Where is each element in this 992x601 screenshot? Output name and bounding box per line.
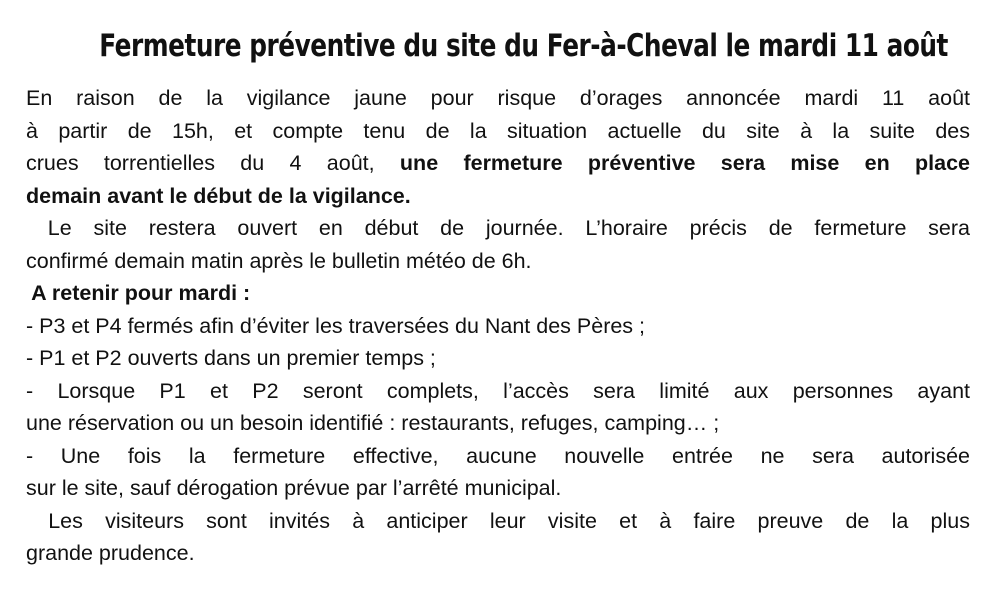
closure-announcement-bold-continued: demain avant le début de la vigilance.	[26, 183, 411, 208]
intro-line-1: En raison de la vigilance jaune pour risque d’orages annoncée mardi 11 août	[26, 86, 970, 110]
retain-heading: A retenir pour mardi :	[26, 281, 251, 305]
intro-line-3	[26, 147, 970, 180]
list-item-line-1: - Une fois la fermeture effective, aucune nouvelle entrée ne sera autorisée	[26, 443, 970, 468]
list-item	[26, 375, 970, 440]
list-item: - P1 et P2 ouverts dans un premier temps ;	[26, 346, 436, 370]
schedule-line-2: confirmé demain matin après le bulletin météo de 6h.	[26, 248, 532, 273]
schedule-line-1: Le site restera ouvert en début de journée. L’horaire précis de fermeture sera	[26, 216, 970, 240]
retain-list	[26, 310, 970, 505]
list-item-line-2: sur le site, sauf dérogation prévue par l’arrêté municipal.	[26, 476, 562, 500]
intro-line-2: à partir de 15h, et compte tenu de la situation actuelle du site à la suite des	[26, 118, 970, 143]
list-item: - P3 et P4 fermés afin d’éviter les traversées du Nant des Pères ;	[26, 313, 646, 338]
closure-announcement-bold: une fermeture préventive sera mise en place	[399, 151, 971, 175]
list-item	[26, 440, 970, 505]
intro-paragraph	[26, 82, 970, 212]
schedule-paragraph	[26, 212, 970, 277]
closing-line-2: grande prudence.	[26, 541, 195, 565]
list-item-line-1: - Lorsque P1 et P2 seront complets, l’accès sera limité aux personnes ayant	[26, 378, 970, 403]
closing-paragraph	[26, 505, 970, 570]
intro-line-3-text: crues torrentielles du 4 août,	[26, 151, 400, 175]
list-item-line-2: une réservation ou un besoin identifié : restaurants, refuges, camping… ;	[26, 411, 720, 435]
notice-title: Fermeture préventive du site du Fer-à-Cheval le mardi 11 août	[99, 28, 948, 64]
closing-line-1: Les visiteurs sont invités à anticiper leur visite et à faire preuve de la plus	[26, 508, 970, 533]
notice-body	[26, 82, 970, 570]
